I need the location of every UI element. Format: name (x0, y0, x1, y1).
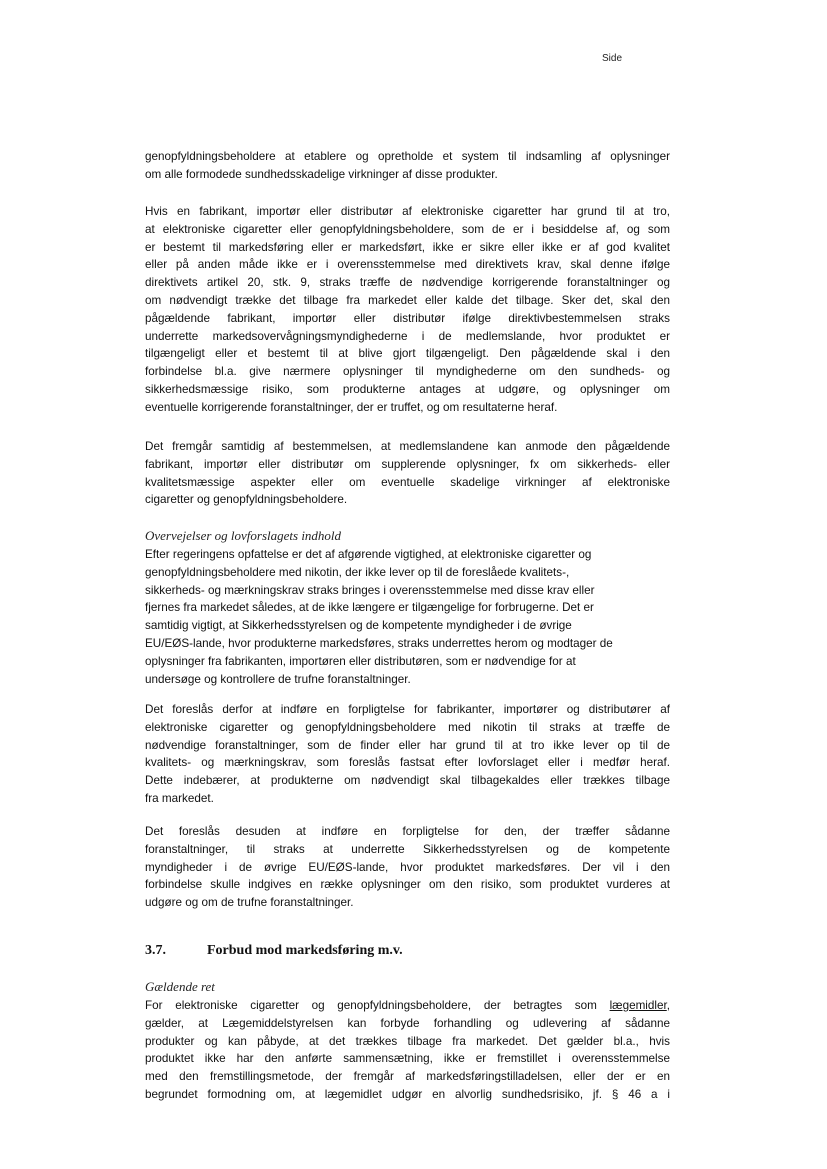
text-line: udgøre og om de trufne foranstaltninger. (145, 896, 354, 910)
text-line: Det fremgår samtidig af bestemmelsen, at medlemslandene kan anmode den pågældende (145, 440, 670, 453)
text-line: undersøge og kontrollere de trufne foranstaltninger. (145, 672, 411, 686)
subheading: Overvejelser og lovforslagets indhold (145, 528, 342, 543)
text-line: forbindelse skulle indgives en række oplysninger om den risiko, som produktet vurderes at (145, 878, 670, 892)
paragraph (145, 997, 670, 1104)
text-line: tilgængeligt eller et bestemt til at blive gjort tilgængeligt. Den pågældende skal i den (145, 347, 670, 361)
text-line: nødvendige foranstaltninger, som de finder eller har grund til at tro ikke lever op til de (145, 738, 670, 752)
text-segment: , (666, 999, 670, 1012)
text-line: begrundet formodning om, at lægemidlet udgør en alvorlig sundhedsrisiko, jf. § 46 a i (145, 1087, 670, 1101)
text-line: samtidig vigtigt, at Sikkerhedsstyrelsen og de kompetente myndigheder i de øvrige (145, 619, 572, 633)
text-line: kvalitetsmæssige aspekter eller om eventuelle skadelige virkninger af elektroniske (145, 475, 670, 489)
subheading: Gældende ret (145, 979, 215, 994)
text-line: forbindelse bl.a. give nærmere oplysninger til myndighederne om den sundheds- og (145, 365, 670, 379)
text-line (145, 997, 670, 1015)
text-line: eventuelle korrigerende foranstaltninger, der er truffet, og om resultaterne heraf. (145, 400, 558, 414)
text-line: at elektroniske cigaretter eller genopfyldningsbeholdere, som de er i besiddelse af, og som (145, 222, 670, 236)
text-line: direktivets artikel 20, stk. 9, straks træffe de nødvendige korrigerende foranstaltninger og (145, 276, 670, 290)
paragraph (145, 148, 670, 184)
text-line: eller på anden måde ikke er i overensstemmelse med direktivets krav, skal denne ifølge (145, 258, 670, 272)
section-title: Forbud mod markedsføring m.v. (207, 943, 403, 958)
text-line: Efter regeringens opfattelse er det af afgørende vigtighed, at elektroniske cigaretter og (145, 548, 592, 561)
paragraph (145, 823, 670, 912)
text-line: foranstaltninger, til straks at underrette Sikkerhedsstyrelsen og de kompetente (145, 842, 670, 856)
text-line: fjernes fra markedet således, at de ikke længere er tilgængelige for forbrugerne. Det er (145, 601, 594, 615)
text-line: fabrikant, importør eller distributør om supplerende oplysninger, fx om sikkerheds- eller (145, 457, 670, 471)
text-line: Dette indebærer, at produkterne om nødvendigt skal tilbagekaldes eller trækkes tilbage (145, 774, 670, 788)
text-line: oplysninger fra fabrikanten, importøren eller distributøren, som er nødvendige for at (145, 654, 576, 668)
paragraph (145, 203, 670, 417)
text-line: sikkerheds- og mærkningskrav straks bringes i overensstemmelse med disse krav eller (145, 583, 595, 597)
text-line: genopfyldningsbeholdere med nikotin, der ikke lever op til de foreslåede kvalitets-, (145, 565, 570, 579)
text-line: cigaretter og genopfyldningsbeholdere. (145, 493, 348, 507)
text-line: med den fremstillingsmetode, der fremgår af markedsføringstilladelsen, eller der er en (145, 1070, 670, 1084)
text-line: elektroniske cigaretter og genopfyldningsbeholdere med nikotin til straks at træffe de (145, 720, 670, 734)
text-line: om nødvendigt trække det tilbage fra markedet eller kalde det tilbage. Sker det, skal den (145, 293, 670, 307)
text-line: om alle formodede sundhedsskadelige virkninger af disse produkter. (145, 167, 498, 181)
section-number: 3.7. (145, 943, 166, 958)
text-line: pågældende fabrikant, importør eller distributør ifølge direktivbestemmelsen straks (145, 311, 670, 325)
text-segment: For elektroniske cigaretter og genopfyldningsbeholdere, der betragtes som (145, 999, 610, 1012)
text-line: genopfyldningsbeholdere at etablere og opretholde et system til indsamling af oplysninger (145, 150, 670, 163)
text-line: Hvis en fabrikant, importør eller distributør af elektroniske cigaretter har grund til at tro, (145, 205, 670, 218)
text-line: EU/EØS-lande, hvor produkterne markedsføres, straks underrettes herom og modtager de (145, 636, 613, 650)
text-line: underrette markedsovervågningsmyndighederne i de medlemslande, hvor produktet er (145, 329, 670, 343)
text-line: gælder, at Lægemiddelstyrelsen kan forbyde forhandling og udlevering af sådanne (145, 1016, 670, 1030)
underlined-term-lægemidler: lægemidler (609, 999, 667, 1012)
text-line: produkter og kan påbyde, at det trækkes tilbage fra markedet. Det gælder bl.a., hvis (145, 1034, 670, 1048)
paragraph (145, 701, 670, 808)
paragraph (145, 546, 670, 688)
text-line: myndigheder i de øvrige EU/EØS-lande, hvor produktet markedsføres. Der vil i den (145, 860, 670, 874)
text-line: fra markedet. (145, 791, 214, 805)
paragraph (145, 438, 670, 509)
text-line: Det foreslås desuden at indføre en forpligtelse for den, der træffer sådanne (145, 825, 670, 838)
page-header-label: Side (602, 53, 623, 64)
text-line: sikkerhedsmæssige risiko, som produkterne antages at udgøre, og oplysninger om (145, 382, 670, 396)
text-line: produktet ikke har den anførte sammensætning, ikke er fremstillet i overensstemmelse (145, 1052, 670, 1066)
text-line: Det foreslås derfor at indføre en forpligtelse for fabrikanter, importører og distributører af (145, 703, 670, 716)
text-line: kvalitets- og mærkningskrav, som foreslås fastsat efter lovforslaget eller i medfør heraf. (145, 756, 670, 770)
text-line: er bestemt til markedsføring eller er markedsført, ikke er sikre eller ikke er af god kvalitet (145, 240, 670, 254)
